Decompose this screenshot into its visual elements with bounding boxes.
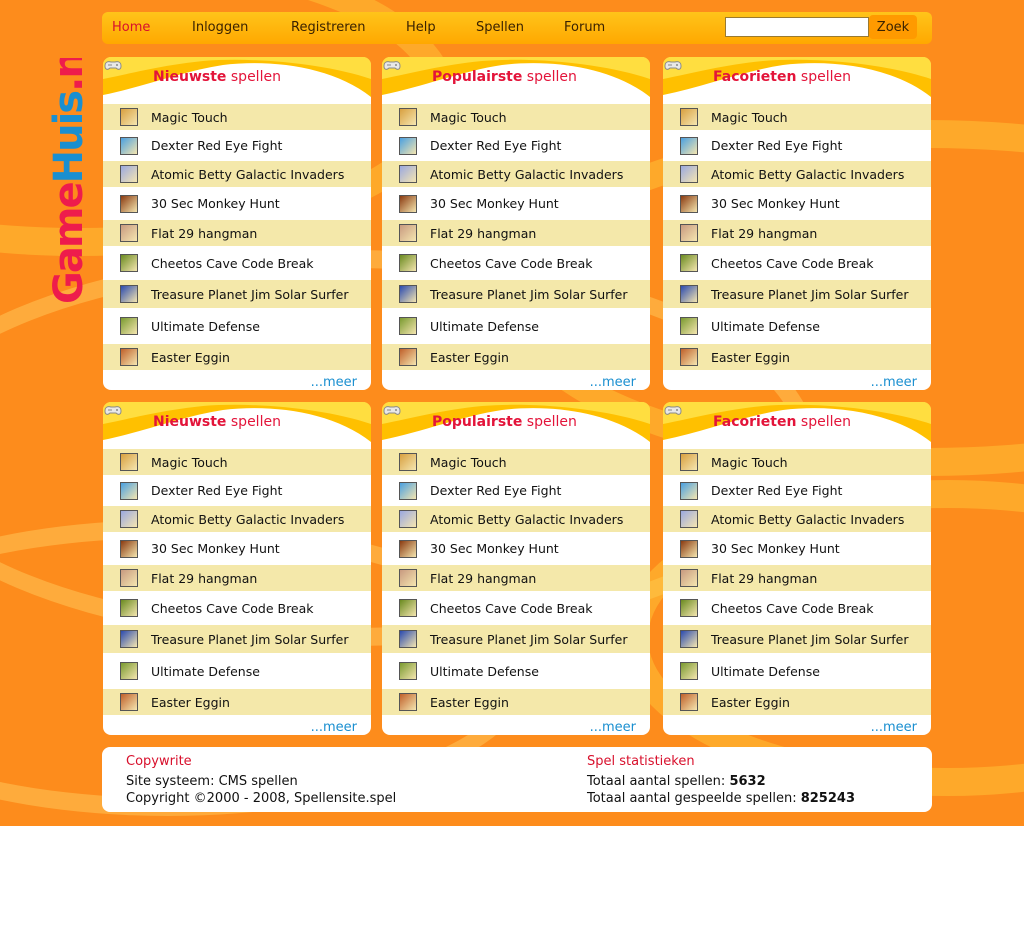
game-list-item[interactable] [663, 591, 931, 625]
game-list-item[interactable] [382, 246, 650, 280]
game-title-link[interactable]: Flat 29 hangman [711, 225, 818, 241]
panel-title: Populairste spellen [432, 414, 577, 430]
hangman-icon[interactable] [399, 224, 417, 242]
game-list-item[interactable] [663, 187, 931, 220]
game-list-item[interactable] [103, 187, 371, 220]
more-link[interactable]: ...meer [870, 720, 917, 735]
game-list [663, 104, 931, 370]
panel-favorieten-spellen [663, 402, 931, 735]
wizard-icon[interactable] [399, 453, 417, 471]
egg-icon[interactable] [399, 693, 417, 711]
game-list-item[interactable] [382, 187, 650, 220]
monkey-icon[interactable] [120, 540, 138, 558]
game-title-link[interactable]: Atomic Betty Galactic Invaders [711, 166, 905, 182]
game-title-link[interactable]: 30 Sec Monkey Hunt [711, 541, 840, 556]
game-list-item[interactable] [103, 591, 371, 625]
more-link[interactable]: ...meer [870, 375, 917, 390]
game-title-link[interactable]: Magic Touch [711, 454, 788, 470]
game-list-item[interactable] [103, 689, 371, 715]
gamepad-icon [382, 402, 402, 418]
surfer-icon[interactable] [399, 285, 417, 303]
egg-icon[interactable] [120, 348, 138, 366]
nav-inloggen[interactable]: Inloggen [192, 20, 249, 35]
game-title-link[interactable]: Easter Eggin [430, 694, 509, 710]
game-list-item[interactable] [382, 506, 650, 532]
game-list-item[interactable] [382, 591, 650, 625]
game-title-link[interactable]: Cheetos Cave Code Break [711, 255, 874, 271]
svg-text:GameHuis.nl: GameHuis.nl [46, 58, 92, 304]
game-list-item[interactable] [103, 625, 371, 653]
gamepad-icon [663, 57, 683, 73]
game-title-link[interactable]: Dexter Red Eye Fight [151, 483, 283, 498]
game-list-item[interactable] [663, 344, 931, 370]
egg-icon[interactable] [680, 693, 698, 711]
game-list-item[interactable] [103, 475, 371, 506]
search-button[interactable]: Zoek [869, 15, 917, 39]
more-link[interactable]: ...meer [589, 375, 636, 390]
game-title-link[interactable]: Atomic Betty Galactic Invaders [151, 166, 345, 182]
game-title-link[interactable]: Treasure Planet Jim Solar Surfer [711, 631, 909, 647]
panel-header [103, 402, 371, 447]
game-list-item[interactable] [382, 565, 650, 591]
game-title-link[interactable]: Cheetos Cave Code Break [430, 600, 593, 616]
game-title-link[interactable]: Cheetos Cave Code Break [151, 255, 314, 271]
monkey-icon[interactable] [399, 540, 417, 558]
wizard-icon[interactable] [120, 453, 138, 471]
footer-site-system: Site systeem: CMS spellen [126, 774, 298, 789]
panel-header [103, 57, 371, 102]
footer-copyright-heading: Copywrite [126, 754, 192, 769]
defense-icon[interactable] [120, 662, 138, 680]
game-title-link[interactable]: Magic Touch [151, 109, 228, 125]
game-list-item[interactable] [382, 104, 650, 130]
eye-icon[interactable] [120, 137, 138, 155]
game-list [382, 104, 650, 370]
game-list-item[interactable] [382, 449, 650, 475]
defense-icon[interactable] [680, 662, 698, 680]
panel-title: Nieuwste spellen [153, 414, 281, 430]
cave-icon[interactable] [680, 254, 698, 272]
game-list-item[interactable] [103, 130, 371, 161]
panel-populairste-spellen [382, 402, 650, 735]
gamepad-icon [103, 402, 123, 418]
eye-icon[interactable] [120, 482, 138, 500]
panel-title: Facorieten spellen [713, 69, 851, 85]
more-link[interactable]: ...meer [310, 375, 357, 390]
defense-icon[interactable] [399, 317, 417, 335]
surfer-icon[interactable] [120, 285, 138, 303]
footer-total-played: Totaal aantal gespeelde spellen: 825243 [587, 791, 855, 806]
betty-icon[interactable] [680, 165, 698, 183]
game-title-link[interactable]: Ultimate Defense [430, 318, 539, 334]
game-title-link[interactable]: Flat 29 hangman [430, 570, 537, 586]
cave-icon[interactable] [120, 599, 138, 617]
betty-icon[interactable] [680, 510, 698, 528]
game-title-link[interactable]: Cheetos Cave Code Break [430, 255, 593, 271]
panel-nieuwste-spellen [103, 57, 371, 390]
eye-icon[interactable] [399, 482, 417, 500]
game-list-item[interactable] [103, 506, 371, 532]
game-list [103, 449, 371, 715]
game-list-item[interactable] [382, 220, 650, 246]
game-title-link[interactable]: Easter Eggin [151, 694, 230, 710]
betty-icon[interactable] [120, 165, 138, 183]
game-list-item[interactable] [663, 161, 931, 187]
cave-icon[interactable] [680, 599, 698, 617]
game-title-link[interactable]: Dexter Red Eye Fight [151, 138, 283, 153]
game-list-item[interactable] [663, 506, 931, 532]
wizard-icon[interactable] [399, 108, 417, 126]
game-list-item[interactable] [103, 161, 371, 187]
top-navigation [102, 12, 932, 44]
game-list-item[interactable] [382, 161, 650, 187]
game-list-item[interactable] [382, 689, 650, 715]
game-list-item[interactable] [663, 625, 931, 653]
game-list-item[interactable] [382, 308, 650, 344]
egg-icon[interactable] [120, 693, 138, 711]
game-title-link[interactable]: 30 Sec Monkey Hunt [711, 196, 840, 211]
footer-stats-heading: Spel statistieken [587, 754, 695, 769]
panel-title: Nieuwste spellen [153, 69, 281, 85]
game-title-link[interactable]: 30 Sec Monkey Hunt [151, 196, 280, 211]
game-title-link[interactable]: Treasure Planet Jim Solar Surfer [151, 631, 349, 647]
betty-icon[interactable] [399, 165, 417, 183]
game-list-item[interactable] [382, 344, 650, 370]
game-title-link[interactable]: Ultimate Defense [430, 663, 539, 679]
game-list-item[interactable] [663, 220, 931, 246]
game-list-item[interactable] [663, 689, 931, 715]
hangman-icon[interactable] [399, 569, 417, 587]
surfer-icon[interactable] [399, 630, 417, 648]
game-title-link[interactable]: Easter Eggin [430, 349, 509, 365]
game-title-link[interactable]: Magic Touch [430, 454, 507, 470]
game-title-link[interactable]: Treasure Planet Jim Solar Surfer [711, 286, 909, 302]
game-title-link[interactable]: Cheetos Cave Code Break [151, 600, 314, 616]
nav-help[interactable]: Help [406, 20, 436, 35]
game-list-item[interactable] [103, 280, 371, 308]
hangman-icon[interactable] [680, 569, 698, 587]
game-list-item[interactable] [382, 475, 650, 506]
footer-total-games: Totaal aantal spellen: 5632 [587, 774, 766, 789]
game-list [382, 449, 650, 715]
game-title-link[interactable]: Ultimate Defense [151, 663, 260, 679]
game-title-link[interactable]: 30 Sec Monkey Hunt [430, 196, 559, 211]
hangman-icon[interactable] [120, 569, 138, 587]
gamepad-icon [103, 57, 123, 73]
game-title-link[interactable]: Dexter Red Eye Fight [711, 138, 843, 153]
game-list-item[interactable] [663, 565, 931, 591]
wizard-icon[interactable] [120, 108, 138, 126]
surfer-icon[interactable] [680, 285, 698, 303]
game-title-link[interactable]: Dexter Red Eye Fight [711, 483, 843, 498]
panel-nieuwste-spellen [103, 402, 371, 735]
footer [102, 747, 932, 812]
defense-icon[interactable] [680, 317, 698, 335]
monkey-icon[interactable] [680, 540, 698, 558]
game-list-item[interactable] [663, 308, 931, 344]
game-list-item[interactable] [382, 130, 650, 161]
game-list-item[interactable] [103, 653, 371, 689]
game-title-link[interactable]: Flat 29 hangman [151, 225, 258, 241]
monkey-icon[interactable] [120, 195, 138, 213]
gamepad-icon [382, 57, 402, 73]
panel-header [382, 402, 650, 447]
game-title-link[interactable]: Flat 29 hangman [711, 570, 818, 586]
game-list-item[interactable] [382, 532, 650, 565]
game-title-link[interactable]: Treasure Planet Jim Solar Surfer [151, 286, 349, 302]
more-link[interactable]: ...meer [589, 720, 636, 735]
gamepad-icon [663, 402, 683, 418]
surfer-icon[interactable] [680, 630, 698, 648]
game-title-link[interactable]: 30 Sec Monkey Hunt [151, 541, 280, 556]
game-title-link[interactable]: Flat 29 hangman [151, 570, 258, 586]
panel-title: Populairste spellen [432, 69, 577, 85]
game-list-item[interactable] [103, 565, 371, 591]
game-list-item[interactable] [663, 246, 931, 280]
game-list-item[interactable] [103, 449, 371, 475]
game-list-item[interactable] [382, 625, 650, 653]
panel-header [663, 57, 931, 102]
game-list-item[interactable] [663, 532, 931, 565]
game-list-item[interactable] [382, 653, 650, 689]
game-list-item[interactable] [103, 220, 371, 246]
game-title-link[interactable]: Ultimate Defense [711, 318, 820, 334]
defense-icon[interactable] [399, 662, 417, 680]
game-title-link[interactable]: Flat 29 hangman [430, 225, 537, 241]
game-list-item[interactable] [663, 449, 931, 475]
panel-favorieten-spellen [663, 57, 931, 390]
site-logo[interactable] [42, 58, 92, 308]
surfer-icon[interactable] [120, 630, 138, 648]
game-title-link[interactable]: Dexter Red Eye Fight [430, 138, 562, 153]
game-list-item[interactable] [103, 246, 371, 280]
defense-icon[interactable] [120, 317, 138, 335]
footer-copyright-text: Copyright ©2000 - 2008, Spellensite.spel [126, 791, 397, 806]
game-title-link[interactable]: Treasure Planet Jim Solar Surfer [430, 286, 628, 302]
game-title-link[interactable]: Easter Eggin [711, 694, 790, 710]
game-list-item[interactable] [103, 344, 371, 370]
game-list [103, 104, 371, 370]
game-title-link[interactable]: Treasure Planet Jim Solar Surfer [430, 631, 628, 647]
game-title-link[interactable]: Magic Touch [151, 454, 228, 470]
panel-populairste-spellen [382, 57, 650, 390]
nav-forum[interactable]: Forum [564, 20, 606, 35]
game-title-link[interactable]: Atomic Betty Galactic Invaders [151, 511, 345, 527]
nav-home[interactable]: Home [112, 20, 151, 35]
game-list-item[interactable] [663, 653, 931, 689]
game-title-link[interactable]: Easter Eggin [151, 349, 230, 365]
nav-registreren[interactable]: Registreren [291, 20, 366, 35]
panel-title: Facorieten spellen [713, 414, 851, 430]
game-list-item[interactable] [663, 104, 931, 130]
cave-icon[interactable] [120, 254, 138, 272]
game-title-link[interactable]: Ultimate Defense [151, 318, 260, 334]
betty-icon[interactable] [120, 510, 138, 528]
panel-header [663, 402, 931, 447]
game-title-link[interactable]: Ultimate Defense [711, 663, 820, 679]
game-list-item[interactable] [663, 475, 931, 506]
wizard-icon[interactable] [680, 108, 698, 126]
game-list [663, 449, 931, 715]
cave-icon[interactable] [399, 254, 417, 272]
game-title-link[interactable]: Magic Touch [430, 109, 507, 125]
game-title-link[interactable]: Dexter Red Eye Fight [430, 483, 562, 498]
more-link[interactable]: ...meer [310, 720, 357, 735]
egg-icon[interactable] [399, 348, 417, 366]
monkey-icon[interactable] [680, 195, 698, 213]
betty-icon[interactable] [399, 510, 417, 528]
nav-spellen[interactable]: Spellen [476, 20, 524, 35]
cave-icon[interactable] [399, 599, 417, 617]
game-title-link[interactable]: Atomic Betty Galactic Invaders [430, 166, 624, 182]
game-title-link[interactable]: Atomic Betty Galactic Invaders [430, 511, 624, 527]
monkey-icon[interactable] [399, 195, 417, 213]
game-list-item[interactable] [663, 280, 931, 308]
eye-icon[interactable] [399, 137, 417, 155]
search-input[interactable] [725, 17, 869, 37]
eye-icon[interactable] [680, 137, 698, 155]
game-list-item[interactable] [382, 280, 650, 308]
game-title-link[interactable]: 30 Sec Monkey Hunt [430, 541, 559, 556]
panel-header [382, 57, 650, 102]
hangman-icon[interactable] [120, 224, 138, 242]
game-list-item[interactable] [663, 130, 931, 161]
game-list-item[interactable] [103, 532, 371, 565]
game-list-item[interactable] [103, 104, 371, 130]
game-title-link[interactable]: Magic Touch [711, 109, 788, 125]
wizard-icon[interactable] [680, 453, 698, 471]
egg-icon[interactable] [680, 348, 698, 366]
eye-icon[interactable] [680, 482, 698, 500]
hangman-icon[interactable] [680, 224, 698, 242]
game-list-item[interactable] [103, 308, 371, 344]
game-title-link[interactable]: Atomic Betty Galactic Invaders [711, 511, 905, 527]
game-title-link[interactable]: Cheetos Cave Code Break [711, 600, 874, 616]
game-title-link[interactable]: Easter Eggin [711, 349, 790, 365]
